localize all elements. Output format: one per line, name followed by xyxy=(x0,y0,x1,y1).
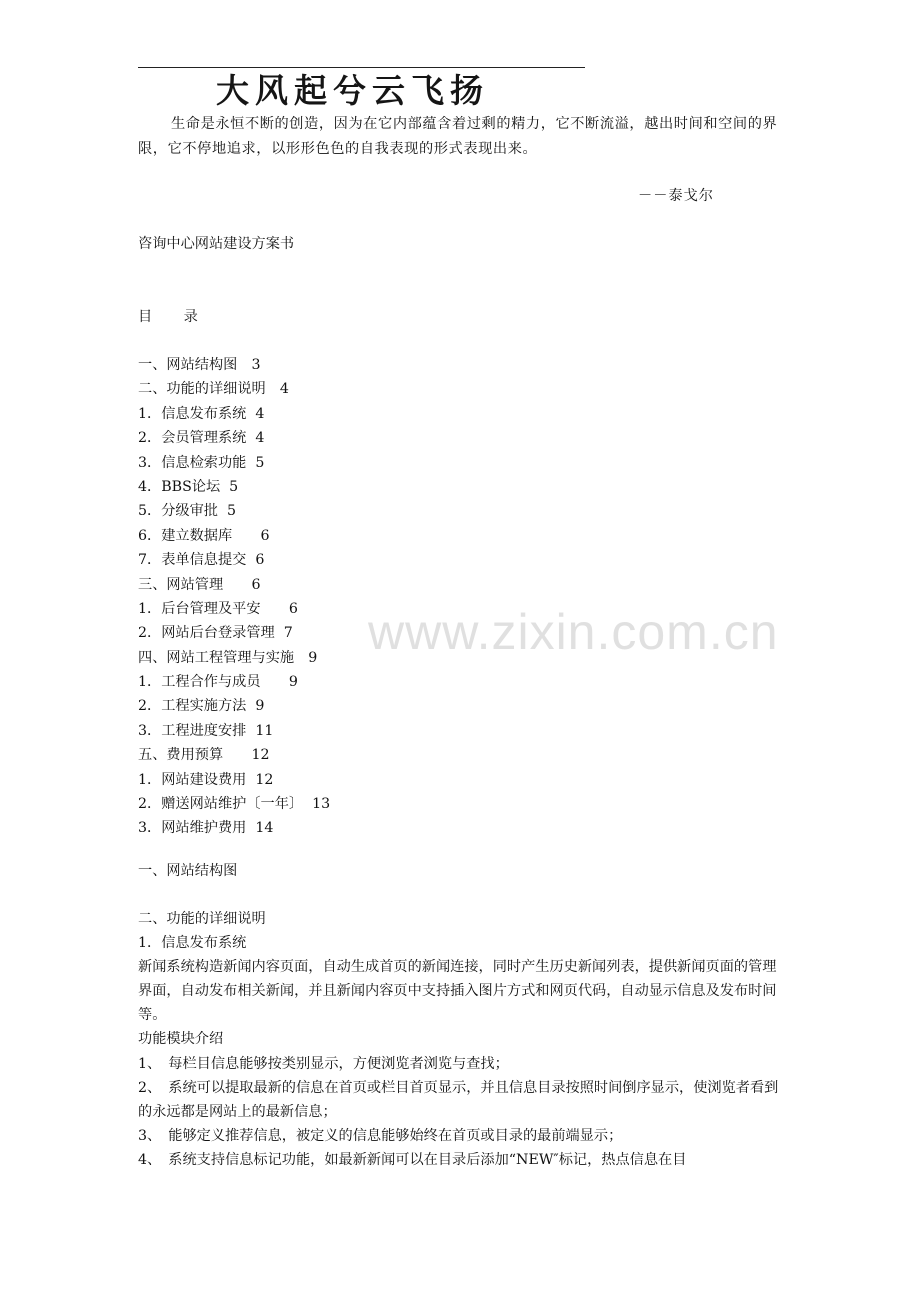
toc-item: 五、费用预算 12 xyxy=(138,747,270,764)
toc-item: 3．工程进度安排 11 xyxy=(138,722,274,739)
calligraphy-title: 大风起兮云飞扬 xyxy=(216,71,489,110)
module-item: 4、 系统支持信息标记功能，如最新新闻可以在目录后添加“NEW″标记，热点信息在目 xyxy=(138,1151,687,1168)
section-2-subheading: 1．信息发布系统 xyxy=(138,935,247,952)
toc-item: 1．工程合作与成员 9 xyxy=(138,674,298,691)
toc-item: 3．信息检索功能 5 xyxy=(138,454,265,471)
toc-item: 3．网站维护费用 14 xyxy=(138,820,274,837)
section-1-heading: 一、网站结构图 xyxy=(138,863,238,879)
toc-item: 1．网站建设费用 12 xyxy=(138,771,274,788)
toc-item: 2．网站后台登录管理 7 xyxy=(138,625,293,642)
document-title: 咨询中心网站建设方案书 xyxy=(138,236,295,252)
quote-text: 生命是永恒不断的创造，因为在它内部蕴含着过剩的精力，它不断流溢，越出时间和空间的界限，它不停地追求，以形形色色的自我表现的形式表现出来。 xyxy=(138,116,778,157)
section-2 xyxy=(138,907,788,1172)
toc-item: 三、网站管理 6 xyxy=(138,576,261,593)
toc-heading: 目 录 xyxy=(138,309,199,325)
table-of-contents xyxy=(138,353,330,841)
toc-item: 2．工程实施方法 9 xyxy=(138,698,265,715)
section-2-intro: 新闻系统构造新闻内容页面，自动生成首页的新闻连接，同时产生历史新闻列表，提供新闻页面的管理界面，自动发布相关新闻，并且新闻内容页中支持插入图片方式和网页代码，自动显示信息及发布时间等。 xyxy=(138,959,777,1024)
toc-item: 5．分级审批 5 xyxy=(138,503,237,520)
module-item: 2、 系统可以提取最新的信息在首页或栏目首页显示，并且信息目录按照时间倒序显示，使浏览者看到的永远都是网站上的最新信息； xyxy=(138,1079,779,1120)
toc-item: 四、网站工程管理与实施 9 xyxy=(138,649,318,666)
toc-item: 一、网站结构图 3 xyxy=(138,357,261,373)
module-heading: 功能模块介绍 xyxy=(138,1031,224,1048)
module-item: 1、 每栏目信息能够按类别显示，方便浏览者浏览与查找； xyxy=(138,1055,509,1072)
toc-item: 7．表单信息提交 6 xyxy=(138,552,265,569)
section-2-heading: 二、功能的详细说明 xyxy=(138,911,266,927)
toc-item: 二、功能的详细说明 4 xyxy=(138,381,289,398)
quote-author: －－泰戈尔 xyxy=(638,188,714,204)
toc-item: 1．信息发布系统 4 xyxy=(138,405,265,422)
header-rule xyxy=(138,67,585,68)
toc-item: 2．赠送网站维护〔一年〕 13 xyxy=(138,796,331,813)
toc-item: 1．后台管理及平安 6 xyxy=(138,600,298,617)
watermark: www.zixin.com.cn xyxy=(368,604,779,660)
toc-item: 6．建立数据库 6 xyxy=(138,527,270,544)
module-item: 3、 能够定义推荐信息，被定义的信息能够始终在首页或目录的最前端显示； xyxy=(138,1127,623,1144)
toc-item: 2．会员管理系统 4 xyxy=(138,430,265,447)
toc-item: 4．BBS论坛 5 xyxy=(138,478,239,495)
